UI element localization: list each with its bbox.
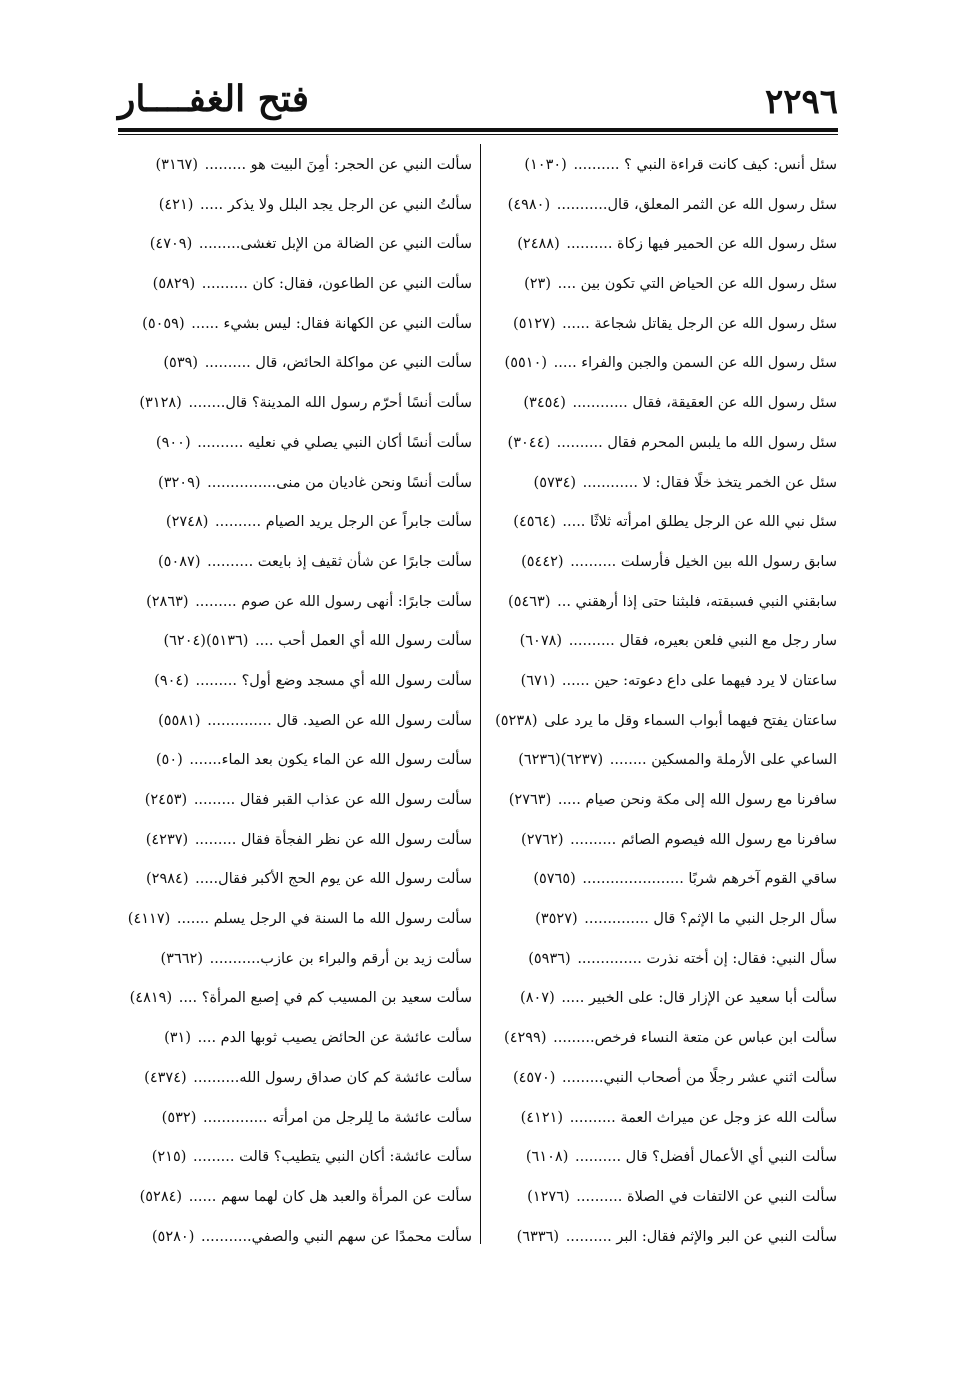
entry-reference-number: (٣١٦٧) <box>155 157 198 173</box>
entry-reference-number: (٨٠٧) <box>520 990 555 1007</box>
entry-text: سأل الرجل النبي ما الإثم؟ قال .............. <box>584 911 837 928</box>
index-entry <box>487 146 837 186</box>
entry-text: سألت زيد بن أرقم والبراء بن عازب........... <box>209 950 472 967</box>
entry-reference-number: (٢٧٦٣) <box>508 792 552 808</box>
entry-reference-number: (٥٥٨١) <box>158 712 201 729</box>
entry-reference-number: (٥٤٦٣) <box>508 593 551 610</box>
entry-text: سابقني النبي فسبقته، فلبثنا حتى إذا أرهقني ... <box>557 593 837 610</box>
entry-text: سألت اثني عشر رجلًا من أصحاب النبي......... <box>562 1069 837 1086</box>
entry-text: سألت النبي عن الكهانة فقال: ليس بشيء ...... <box>191 315 472 332</box>
index-entry <box>122 186 472 226</box>
entry-reference-number: (٣١٢٨) <box>139 395 182 412</box>
entry-reference-number: (٥٠٨٧) <box>157 553 201 570</box>
index-entry <box>487 781 837 821</box>
entry-reference-number: (٣٠٤٤) <box>507 434 551 451</box>
index-entry <box>487 186 837 226</box>
entry-reference-number: (٤٩٨٠) <box>507 196 551 213</box>
entry-reference-number: (١٢٧٦) <box>527 1188 570 1205</box>
index-entry <box>487 1099 837 1139</box>
index-entry <box>122 265 472 305</box>
index-entry <box>487 900 837 940</box>
entry-text: سئل رسول الله عن السمن والجبن والفراء ..... <box>553 355 837 372</box>
entry-text: سألت رسول الله عن عذاب القبر فقال ......... <box>193 792 472 808</box>
index-entry <box>487 622 837 662</box>
entry-reference-number: (٤٢٩٩) <box>504 1030 547 1047</box>
entry-text: سألتُ النبي عن الرجل يجد البلل ولا يذكر ..... <box>200 196 472 213</box>
index-entry <box>122 821 472 861</box>
index-entry <box>122 1099 472 1139</box>
index-entry <box>122 1019 472 1059</box>
entry-text: سئل رسول الله ما يلبس المحرم فقال .......... <box>556 434 837 451</box>
index-entry <box>122 305 472 345</box>
index-entry <box>487 503 837 543</box>
entry-text: سألت النبي عن الحجر: أمِنَ البيت هو ......... <box>204 157 472 173</box>
entry-text: سئل رسول الله عن الثمر المعلق، قال........... <box>556 196 837 213</box>
index-entry <box>122 583 472 623</box>
entry-reference-number: (٢١٥) <box>151 1149 187 1166</box>
index-column-left <box>122 146 472 1257</box>
index-entry <box>122 424 472 464</box>
entry-text: سألت ابن عباس عن متعة النساء فرخص......... <box>553 1030 837 1047</box>
index-entry <box>122 900 472 940</box>
entry-reference-number: (٥٨٢٩) <box>152 276 196 293</box>
entry-text: سألت رسول الله ما السنة في الرجل يسلم ....... <box>176 911 472 928</box>
entry-text: سألت النبي عن الالتفات في الصلاة .......... <box>576 1188 837 1205</box>
entry-text: سألت أنسًا ونحن غاديان من منى............... <box>207 474 472 491</box>
entry-text: ساعتان يفتح فيهما أبواب السماء وقل ما يرد على <box>544 712 837 729</box>
index-entry <box>487 821 837 861</box>
header-rule-thin <box>118 134 838 135</box>
index-entry <box>487 1218 837 1258</box>
entry-text: سألت أنسًا أحرّم رسول الله المدينة؟ قال........ <box>188 395 472 412</box>
index-column-right <box>487 146 837 1257</box>
index-entry <box>487 344 837 384</box>
entry-text: سألت الله عز وجل عن ميراث العمة .......... <box>569 1109 837 1126</box>
index-entry <box>122 384 472 424</box>
index-entry <box>122 702 472 742</box>
entry-text: ساقي القوم آخرهم شربًا ...................... <box>582 871 837 888</box>
entry-text: سألت النبي عن البر والإثم فقال: البر .......... <box>565 1228 837 1245</box>
entry-text: سألت النبي عن مواكلة الحائض، قال .......... <box>204 355 472 372</box>
entry-reference-number: (٥٥١٠) <box>504 355 548 372</box>
entry-text: سألت عن المرأة والعبد هل كان لهما سهم ...... <box>188 1188 472 1205</box>
index-entry <box>487 305 837 345</box>
entry-text: سألت جابراً عن الرجل يريد الصيام .......... <box>215 514 472 531</box>
entry-reference-number: (٢٧٤٨) <box>165 514 209 531</box>
index-entry <box>122 860 472 900</box>
index-entry <box>487 979 837 1019</box>
entry-reference-number: (٤١١٧) <box>127 911 171 928</box>
entry-text: سألت عائشة ما لِلرجل من امرأته .............. <box>202 1109 472 1126</box>
index-entry <box>122 622 472 662</box>
entry-reference-number: (٣١) <box>164 1030 192 1047</box>
entry-reference-number: (٢٨٦٣) <box>146 593 189 610</box>
entry-text: سألت رسول الله عن نظر الفجأة فقال ......... <box>194 831 472 848</box>
index-entry <box>487 225 837 265</box>
entry-text: سألت النبي عن الضالة من الإبل تغشى......... <box>198 236 472 253</box>
entry-text: سألت أبا سعيد عن الإزار قال: على الخبير ..... <box>561 990 837 1007</box>
entry-reference-number: (٥٠) <box>155 752 183 769</box>
entry-reference-number: (٤٣٧٤) <box>144 1069 187 1086</box>
entry-reference-number: (٥٧٦٥) <box>533 871 576 888</box>
index-entry <box>122 1218 472 1258</box>
entry-reference-number: (٣٥٢٧) <box>535 911 578 928</box>
entry-text: سألت النبي أي الأعمال أفضل؟ قال .......... <box>574 1149 837 1166</box>
entry-reference-number: (٥٧٣٤) <box>533 474 577 491</box>
entry-reference-number: (١٠٣٠) <box>524 157 567 173</box>
entry-reference-number: (٩٠٤) <box>154 672 189 689</box>
entry-text: سألت رسول الله عن الماء يكون بعد الماء....... <box>189 752 472 769</box>
entry-text: سئل رسول الله عن الرجل يقاتل شجاعة ...... <box>562 315 837 332</box>
index-entry <box>122 1178 472 1218</box>
entry-text: سألت أنسًا أكان النبي يصلي في نعليه .......... <box>197 434 472 451</box>
running-title: فتح الغفــــار <box>118 78 309 120</box>
index-entry <box>487 741 837 781</box>
page-number: ٢٢٩٦ <box>764 82 838 122</box>
entry-reference-number: (٢٩٨٤) <box>146 871 189 888</box>
entry-text: سألت رسول الله عن يوم الحج الأكبر فقال..... <box>195 871 472 888</box>
entry-text: ساعتان لا يرد فيهما على داع دعوته: حين ...... <box>561 672 837 689</box>
index-entry <box>487 543 837 583</box>
entry-text: سألت رسول الله أي مسجد وضع أول؟ ......... <box>195 672 472 689</box>
index-entry <box>122 1059 472 1099</box>
entry-reference-number: (٢٣) <box>524 276 552 293</box>
entry-text: سألت سعيد بن المسيب كم في إصبع المرأة؟ .... <box>178 990 472 1007</box>
index-entry <box>487 662 837 702</box>
entry-reference-number: (٢٤٨٨) <box>517 236 560 253</box>
index-entry <box>122 543 472 583</box>
entry-text: سألت جابرًا: أنهى رسول الله عن صوم ......... <box>195 593 472 610</box>
index-entry <box>487 702 837 742</box>
entry-reference-number: (٣٦٦٢) <box>160 950 203 967</box>
entry-text: سألت جابرًا عن شأن ثقيف إذ بايعت .......... <box>207 553 472 570</box>
index-entry <box>122 464 472 504</box>
entry-reference-number: (٤٢١) <box>158 196 194 213</box>
entry-text: سئل نبي الله عن الرجل يطلق امرأته ثلاثًا ..... <box>562 514 837 531</box>
entry-reference-number: (٤١٢١) <box>520 1109 564 1126</box>
index-entry <box>122 1138 472 1178</box>
header-rule <box>118 128 838 132</box>
entry-reference-number: (٢٧٦٢) <box>521 831 564 848</box>
entry-reference-number: (٥٣٢) <box>161 1109 197 1126</box>
entry-reference-number: (٤٧٠٩) <box>149 236 193 253</box>
index-entry <box>487 1138 837 1178</box>
entry-text: سألت عائشة كم كان صداق رسول الله.......... <box>193 1069 472 1086</box>
entry-reference-number: (٥٤٤٢) <box>521 553 564 570</box>
index-entry <box>487 1059 837 1099</box>
entry-reference-number: (٢٤٥٣) <box>144 792 188 808</box>
entry-reference-number: (٥٢٣٨) <box>495 712 538 729</box>
entry-reference-number: (٦٣٣٦) <box>516 1228 560 1245</box>
entry-text: سألت عائشة عن الحائض يصيب ثوبها الدم .... <box>197 1030 472 1047</box>
index-entry <box>487 384 837 424</box>
entry-text: سار رجل مع النبي فلعن بعيره، فقال .......... <box>568 633 837 650</box>
entry-text: الساعي على الأرملة والمسكين ........ <box>609 752 837 769</box>
index-entry <box>122 979 472 1019</box>
index-entry <box>122 741 472 781</box>
index-entry <box>487 464 837 504</box>
index-entry <box>487 424 837 464</box>
index-entry <box>487 1178 837 1218</box>
entry-reference-number: (٥٣٩) <box>163 355 199 372</box>
index-entry <box>487 265 837 305</box>
index-entry <box>487 583 837 623</box>
entry-text: سئل رسول الله عن العقيقة، فقال ............ <box>572 395 837 412</box>
entry-text: سئل أنس: كيف كانت قراءة النبي ؟ .......... <box>573 157 837 173</box>
index-entry <box>487 1019 837 1059</box>
entry-reference-number: (٥٠٥٩) <box>142 315 185 332</box>
entry-text: سألت رسول الله عن الصيد. قال .............. <box>207 712 472 729</box>
entry-reference-number: (٤٥٧٠) <box>512 1069 556 1086</box>
index-entry <box>122 662 472 702</box>
index-entry <box>122 503 472 543</box>
entry-reference-number: (٩٠٠) <box>155 434 191 451</box>
entry-text: سألت رسول الله أي العمل أحب .... <box>255 633 472 650</box>
index-entry <box>122 344 472 384</box>
entry-text: سئل رسول الله عن الحمير فيها زكاة .......... <box>566 236 837 253</box>
entry-reference-number: (٤٢٣٧) <box>145 831 189 848</box>
entry-text: سأل النبي: فقال: إن أخته نذرت .............. <box>577 950 837 967</box>
entry-reference-number: (٥١٣٦)(٦٢٠٤) <box>163 633 249 650</box>
entry-reference-number: (٣٤٥٤) <box>523 395 566 412</box>
entry-text: سألت النبي عن الطاعون، فقال: كان .......... <box>201 276 472 293</box>
entry-reference-number: (٦٠٧٨) <box>519 633 563 650</box>
entry-text: سئل رسول الله عن الحياض التي تكون بين .... <box>557 276 837 293</box>
entry-text: سألت عائشة: أكان النبي يتطيب؟ قالت ......... <box>193 1149 472 1166</box>
page-header <box>118 78 838 126</box>
entry-reference-number: (٤٥٦٤) <box>513 514 556 531</box>
entry-reference-number: (٤٨١٩) <box>129 990 173 1007</box>
column-divider <box>480 144 481 1244</box>
entry-reference-number: (٥٢٨٠) <box>151 1228 195 1245</box>
entry-text: سافرنا مع رسول الله إلى مكة ونحن صيام ..... <box>557 792 837 808</box>
index-entry <box>487 940 837 980</box>
entry-text: سئل عن الخمر يتخذ خلًا فقال: لا ............ <box>582 474 837 491</box>
entry-text: سابق رسول الله بين الخيل فأرسلت .......... <box>570 553 837 570</box>
index-entry <box>122 940 472 980</box>
index-entry <box>122 225 472 265</box>
entry-reference-number: (٣٢٠٩) <box>158 474 201 491</box>
entry-reference-number: (٥١٢٧) <box>513 315 556 332</box>
index-entry <box>487 860 837 900</box>
entry-text: سافرنا مع رسول الله فيصوم الصائم .......... <box>570 831 837 848</box>
index-entry <box>122 146 472 186</box>
entry-text: سألت محمدًا عن سهم النبي والصفي........... <box>200 1228 472 1245</box>
entry-reference-number: (٦٧١) <box>520 672 556 689</box>
entry-reference-number: (٥٢٨٤) <box>139 1188 183 1205</box>
index-entry <box>122 781 472 821</box>
entry-reference-number: (٦١٠٨) <box>525 1149 569 1166</box>
entry-reference-number: (٦٢٣٧)(٦٢٣٦) <box>518 752 604 769</box>
entry-reference-number: (٥٩٣٦) <box>528 950 571 967</box>
